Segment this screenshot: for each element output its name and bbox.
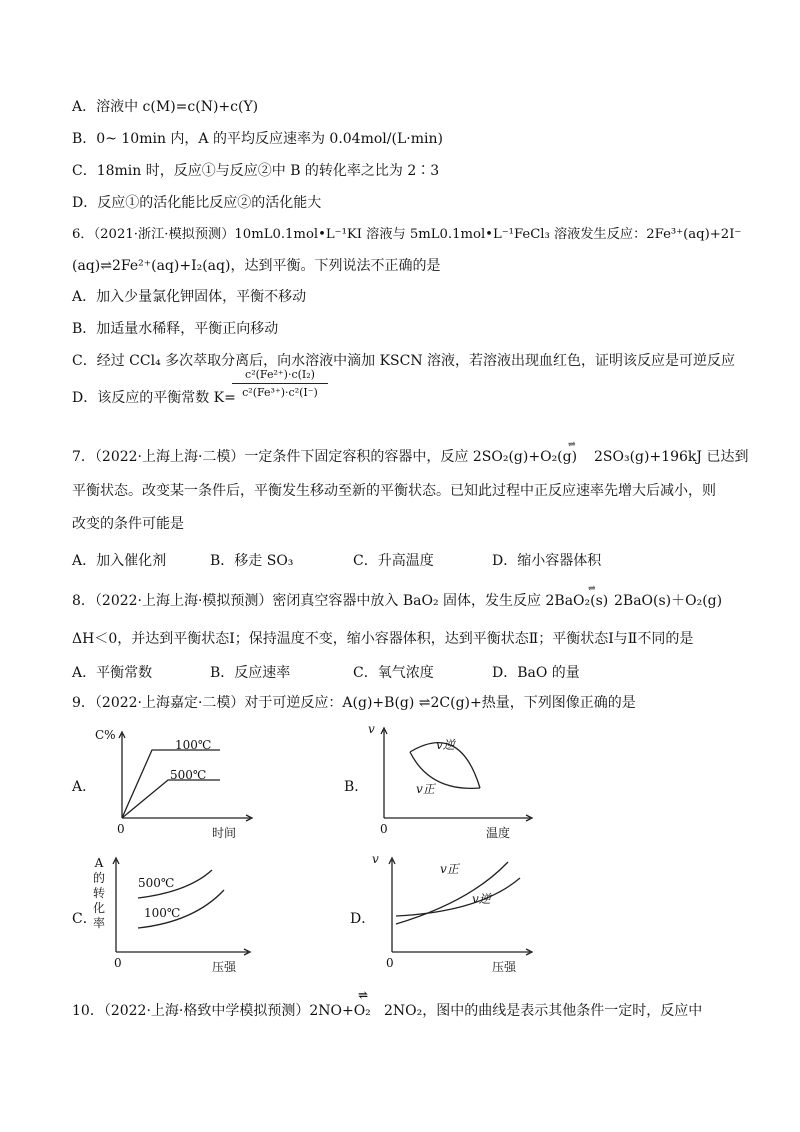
q7-option-d: D．缩小容器体积 [492,553,602,569]
equilibrium-arrow-icon: ⇌ [588,584,595,594]
q10-stem-b: 2NO₂，图中的曲线是表示其他条件一定时，反应中 [384,1003,703,1019]
fraction-numerator: c²(Fe²⁺)·c(I₂) [245,368,315,381]
graph-b-y-label: v [368,722,375,736]
fraction-denominator: c²(Fe³⁺)·c²(I⁻) [242,386,318,399]
q5-option-a: A．溶液中 c(M)=c(N)+c(Y) [72,99,259,115]
graph-c-x-label: 压强 [212,960,237,974]
q9-option-a-letter: A． [72,779,97,795]
q7-stem-line3: 改变的条件可能是 [72,516,184,532]
q7-stem-line1a: 7．（2022·上海上海·二模）一定条件下固定容积的容器中，反应 2SO₂(g)+O₂(g) [72,449,578,465]
q9-option-c-letter: C． [72,911,97,927]
graph-d-y-label: v [372,852,379,866]
q7-option-a: A．加入催化剂 [72,553,167,569]
q8-stem-line2: ΔH＜0，并达到平衡状态Ⅰ；保持温度不变，缩小容器体积，达到平衡状态Ⅱ；平衡状态Ⅰ与Ⅱ不同的是 [72,631,694,647]
q6-stem-line1: 6．（2021·浙江·模拟预测）10mL0.1mol•L⁻¹KI 溶液与 5mL0.1mol•L⁻¹FeCl₃ 溶液发生反应：2Fe³⁺(aq)+2I⁻ [72,227,742,242]
equilibrium-arrow-icon: ⇌ [568,440,575,450]
q10-stem-a: 10．（2022·上海·格致中学模拟预测）2NO+O₂ [72,1003,371,1019]
graph-a-curve2-label: 500℃ [170,768,207,782]
graph-b-x-label: 温度 [486,826,511,840]
q5-option-b: B．0~ 10min 内，A 的平均反应速率为 0.04mol/(L·min) [72,131,443,147]
graph-d-curve2-label: v逆 [472,892,491,906]
graph-c-curve2-label: 100℃ [144,906,181,920]
q5-option-c: C．18min 时，反应①与反应②中 B 的转化率之比为 2∶3 [72,163,440,179]
graph-c [108,852,288,964]
q8-option-c: C．氧气浓度 [353,665,434,681]
q7-option-c: C．升高温度 [353,553,434,569]
graph-a-origin: 0 [117,822,125,836]
graph-b-curve2-label: v正 [416,782,435,796]
graph-a-curve1-label: 100℃ [175,738,212,752]
q8-option-b: B．反应速率 [210,665,291,681]
graph-c-curve1-label: 500℃ [138,876,175,890]
q6-option-a: A．加入少量氯化钾固体，平衡不移动 [72,289,307,305]
graph-b [370,722,550,834]
graph-d-origin: 0 [386,956,394,970]
q8-option-a: A．平衡常数 [72,665,153,681]
graph-d [380,852,560,964]
q7-stem-line2: 平衡状态。改变某一条件后，平衡发生移动至新的平衡状态。已知此过程中正反应速率先增大后减小，则 [72,483,716,499]
q7-option-b: B．移走 SO₃ [210,553,294,569]
graph-d-x-label: 压强 [492,960,517,974]
graph-c-y-label: A 的 转 化 率 [92,856,105,930]
q6-option-d: D．该反应的平衡常数 K= [72,390,236,406]
q6-option-b: B．加适量水稀释，平衡正向移动 [72,321,279,337]
graph-a-curve-100c [122,750,220,818]
q9-option-d-letter: D． [350,911,376,927]
graph-d-curve1-label: v正 [440,862,459,876]
graph-a-y-label: C% [95,728,116,742]
q8-stem-line1a: 8．（2022·上海上海·模拟预测）密闭真空容器中放入 BaO₂ 固体，发生反应 2BaO₂(s) [72,593,609,609]
graph-a-x-label: 时间 [212,826,237,840]
q8-option-d: D．BaO 的量 [492,665,580,681]
q9-option-b-letter: B． [344,779,369,795]
graph-b-origin: 0 [380,822,388,836]
q8-stem-line1b: 2BaO(s)＋O₂(g) [614,593,723,609]
q9-stem: 9．（2022·上海嘉定·二模）对于可逆反应：A(g)+B(g) ⇌2C(g)+热量，下列图像正确的是 [72,695,636,711]
graph-b-curve1-label: v逆 [436,738,455,752]
fraction-bar [232,383,328,384]
q6-option-c: C．经过 CCl₄ 多次萃取分离后，向水溶液中滴加 KSCN 溶液，若溶液出现血红色，证明该反应是可逆反应 [72,353,736,369]
q5-option-d: D．反应①的活化能比反应②的活化能大 [72,195,322,211]
equilibrium-arrow-icon: ⇌ [358,988,368,1002]
q6-stem-line2: (aq)⇌2Fe²⁺(aq)+I₂(aq)，达到平衡。下列说法不正确的是 [72,258,441,274]
equilibrium-constant-fraction [232,368,328,399]
graph-d-curve-reverse [396,878,520,916]
q7-stem-line1b: 2SO₃(g)+196kJ 已达到 [594,449,749,465]
graph-c-origin: 0 [114,956,122,970]
